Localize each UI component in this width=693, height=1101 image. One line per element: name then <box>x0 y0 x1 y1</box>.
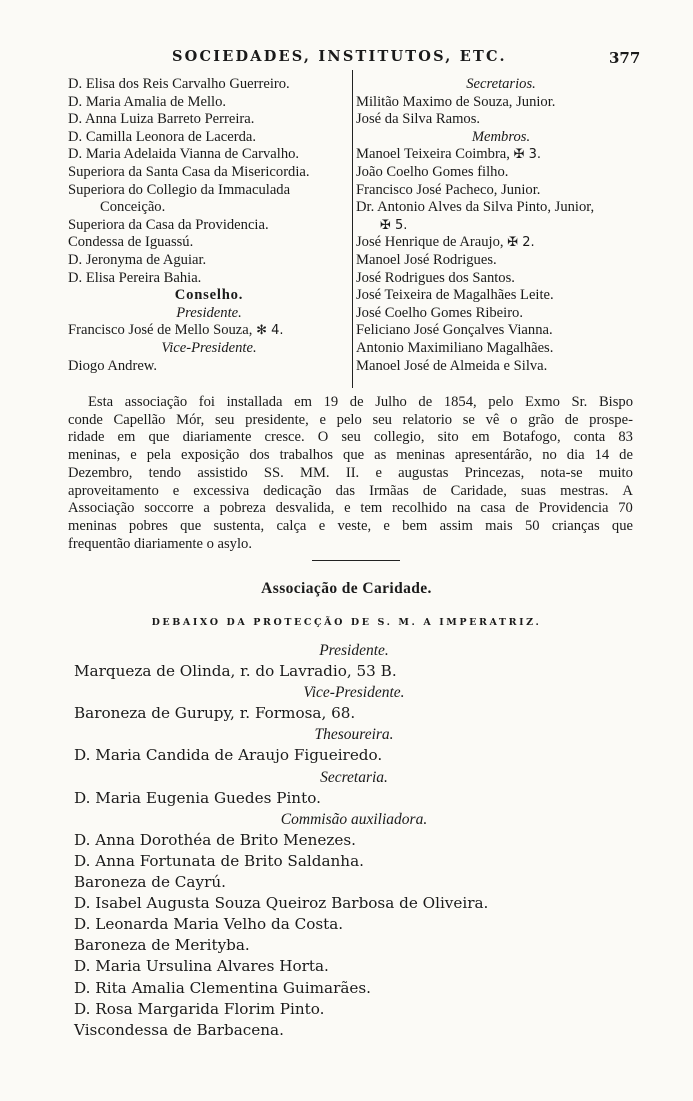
word: conde <box>68 411 103 428</box>
word: meninas <box>68 517 117 534</box>
word: 14 <box>594 447 610 464</box>
word: as <box>374 447 387 464</box>
right-column <box>356 76 646 375</box>
committee-member: D. Isabel Augusta Souza Queiroz Barbosa de Oliveira. <box>74 894 489 913</box>
committee-member: D. Maria Ursulina Alvares Horta. <box>74 957 329 976</box>
word: vê <box>485 411 500 428</box>
role-heading: Commisão auxiliadora. <box>280 810 428 828</box>
officer-name: Baroneza de Gurupy, r. Formosa, 68. <box>74 704 356 723</box>
member-line <box>356 358 646 376</box>
word: exposição <box>181 447 240 464</box>
committee-member: D. Rosa Margarida Florim Pinto. <box>74 999 325 1018</box>
left-name: D. Camilla Leonora de Lacerda. <box>68 128 257 145</box>
word: que <box>180 517 202 534</box>
word: que <box>611 517 633 534</box>
officers-list <box>74 640 634 1041</box>
word: dia <box>566 447 585 464</box>
member-name: João Coelho Gomes filho. <box>356 163 509 180</box>
word: em <box>294 394 312 410</box>
member-name: José Henrique de Araujo, <box>356 234 504 251</box>
word: o <box>510 411 518 428</box>
cross-decoration-icon: ✠ 5. <box>380 217 408 233</box>
committee-member: D. Rita Amalia Clementina Guimarães. <box>74 978 372 997</box>
cross-decoration-icon: ✠ 2. <box>507 235 535 251</box>
word: sustenta, <box>213 517 265 534</box>
paragraph-line <box>68 447 633 465</box>
paragraph-line: frequentão diariamente o asylo. <box>68 535 252 552</box>
president-name: Francisco José de Mello Souza, <box>68 322 253 339</box>
word: recolhido <box>391 500 448 517</box>
word: pelo <box>336 411 362 428</box>
word: e <box>344 500 351 517</box>
word: Bispo <box>598 394 633 410</box>
member-name: José Rodrigues dos Santos. <box>356 269 515 286</box>
committee-member: Baroneza de Cayrú. <box>74 873 226 892</box>
section-subtitle: DEBAIXO DA PROTECÇÃO DE S. M. A IMPERATRIZ. <box>151 617 542 628</box>
word: assim <box>439 517 473 534</box>
word: tendo <box>148 464 182 481</box>
word: pobreza <box>219 500 266 517</box>
word: O <box>317 429 329 446</box>
word: Caridade, <box>450 482 507 499</box>
word: collegio, <box>373 429 425 446</box>
paragraph-line <box>68 412 633 430</box>
word: tem <box>360 500 383 517</box>
word: calça <box>276 517 307 534</box>
word: associação <box>124 394 188 410</box>
word: mestras. <box>560 482 609 499</box>
paragraph-line <box>68 483 633 501</box>
word: assistido <box>197 464 248 481</box>
member-line <box>356 252 646 270</box>
word: que <box>343 447 365 464</box>
word: das <box>335 482 356 499</box>
section-divider <box>312 560 400 561</box>
left-name: D. Anna Luiza Barreto Perreira. <box>68 111 255 128</box>
word: Mór, <box>176 411 205 428</box>
word: II. <box>345 464 360 481</box>
word: muito <box>598 464 633 481</box>
committee-member: D. Anna Dorothéa de Brito Menezes. <box>74 830 356 849</box>
word: soccorre <box>144 500 194 517</box>
member-line <box>356 270 646 288</box>
word: ridade <box>68 429 105 446</box>
word: 1854, <box>443 394 477 410</box>
paragraph-line <box>68 465 633 483</box>
left-name: Superiora da Casa da Providencia. <box>68 216 269 233</box>
left-name: Conceição. <box>100 199 166 216</box>
left-name: D. Maria Amalia de Mello. <box>68 93 227 110</box>
vice-president-heading: Vice-Presidente. <box>161 339 257 356</box>
member-line <box>356 164 646 182</box>
left-name: D. Elisa Pereira Bahia. <box>68 269 202 286</box>
word: meninas <box>396 447 445 464</box>
member-line <box>356 146 646 164</box>
word: e <box>318 517 326 534</box>
word: Botafogo, <box>502 429 561 446</box>
word: Julho <box>375 394 407 410</box>
word: grão <box>528 411 554 428</box>
member-name: Feliciano José Gonçalves Vianna. <box>356 322 553 339</box>
description-paragraph <box>68 394 633 553</box>
word: Irmãas <box>369 482 409 499</box>
conselho-heading: Conselho. <box>174 287 244 304</box>
word: Esta <box>88 394 114 410</box>
word: em <box>471 429 490 446</box>
committee-member: D. Leonarda Maria Velho da Costa. <box>74 915 344 934</box>
paragraph-line <box>68 518 633 536</box>
secretaries-heading: Secretarios. <box>466 76 536 92</box>
role-heading: Vice-Presidente. <box>303 684 405 702</box>
word: desvalida, <box>275 500 335 517</box>
section-title: Associação de Caridade. <box>261 580 432 597</box>
member-name: Manoel José de Almeida e Silva. <box>356 357 548 374</box>
word: Capellão <box>113 411 166 428</box>
role-heading: Thesoureira. <box>314 726 394 744</box>
member-name: Francisco José Pacheco, Junior. <box>356 181 541 198</box>
word: e <box>319 411 326 428</box>
word: 50 <box>524 517 540 534</box>
member-line <box>356 322 646 340</box>
paragraph-line <box>68 429 633 447</box>
word: Princezas, <box>464 464 525 481</box>
word: seu <box>215 411 235 428</box>
member-name: José Teixeira de Magalhães Leite. <box>356 287 554 304</box>
member-name: Dr. Antonio Alves da Silva Pinto, Junior, <box>356 199 595 216</box>
secretary-name: José da Silva Ramos. <box>356 111 481 128</box>
word: se <box>462 411 475 428</box>
word: Dezembro, <box>68 464 133 481</box>
running-header-title: SOCIEDADES, INSTITUTOS, ETC. <box>172 48 507 65</box>
word: relatorio <box>402 411 453 428</box>
member-line <box>356 340 646 358</box>
left-name: Condessa de Iguassú. <box>68 234 194 251</box>
member-line <box>356 234 646 252</box>
member-line <box>356 217 646 235</box>
word: bem <box>402 517 428 534</box>
committee-member: D. Anna Fortunata de Brito Saldanha. <box>74 851 364 870</box>
word: de <box>349 394 364 410</box>
word: e <box>375 464 382 481</box>
word: de <box>422 482 437 499</box>
member-name: Antonio Maximiliano Magalhães. <box>356 339 554 356</box>
role-heading: Presidente. <box>319 642 389 659</box>
word: Exmo <box>525 394 560 410</box>
word: augustas <box>398 464 449 481</box>
member-name: Manoel José Rodrigues. <box>356 251 497 268</box>
word: suas <box>520 482 547 499</box>
left-name: D. Elisa dos Reis Carvalho Guerreiro. <box>68 76 290 92</box>
word: A <box>622 482 633 499</box>
word: diariamente <box>182 429 252 446</box>
word: prospe- <box>589 411 633 428</box>
word: no <box>542 447 557 464</box>
word: MM. <box>299 464 330 481</box>
word: seu <box>341 429 361 446</box>
officer-name: D. Maria Candida de Araujo Figueiredo. <box>74 746 383 765</box>
word: aproveitamento <box>68 482 159 499</box>
member-name: José Coelho Gomes Ribeiro. <box>356 304 524 321</box>
word: e <box>383 517 390 534</box>
committee-member: Baroneza de Merityba. <box>74 936 250 955</box>
word: cresce. <box>264 429 305 446</box>
column-divider <box>352 70 353 388</box>
left-name: Superiora do Collegio da Immaculada <box>68 181 291 198</box>
word: apresentárão, <box>454 447 533 464</box>
word: presidente, <box>245 411 309 428</box>
word: Providencia <box>538 500 609 517</box>
paragraph-line <box>68 394 633 412</box>
page-number: 377 <box>609 49 641 67</box>
member-line <box>356 287 646 305</box>
member-name: Manoel Teixeira Coimbra, <box>356 146 510 163</box>
president-heading: Presidente. <box>176 304 242 321</box>
word: trabalhos <box>279 447 334 464</box>
word: Associação <box>68 500 135 517</box>
word: de <box>619 447 633 464</box>
word: de <box>418 394 433 410</box>
word: pelo <box>488 394 514 410</box>
word: nota-se <box>540 464 583 481</box>
word: seu <box>372 411 392 428</box>
word: veste, <box>337 517 372 534</box>
secretary-name: Militão Maximo de Souza, Junior. <box>356 93 556 110</box>
decoration-icon: ✻ 4. <box>256 323 284 339</box>
word: foi <box>198 394 215 410</box>
word: installada <box>226 394 283 410</box>
word: que <box>148 429 170 446</box>
word: sito <box>437 429 459 446</box>
role-heading: Secretaria. <box>320 768 388 786</box>
officer-name: Marqueza de Olinda, r. do Lavradio, 53 B. <box>74 662 397 681</box>
president-line <box>68 322 350 340</box>
word: em <box>117 429 136 446</box>
word: SS. <box>263 464 284 481</box>
word: e <box>130 447 137 464</box>
left-name: D. Jeronyma de Aguiar. <box>68 251 207 268</box>
word: 19 <box>323 394 339 410</box>
left-column <box>68 76 350 375</box>
member-line <box>356 199 646 217</box>
word: a <box>203 500 210 517</box>
word: na <box>456 500 471 517</box>
left-name: D. Maria Adelaida Vianna de Carvalho. <box>68 146 300 163</box>
officer-name: D. Maria Eugenia Guedes Pinto. <box>74 788 321 807</box>
word: casa <box>480 500 506 517</box>
cross-decoration-icon: ✠ 3. <box>513 147 542 163</box>
word: e <box>172 482 180 499</box>
committee-member: Viscondessa de Barbacena. <box>74 1020 284 1039</box>
word: meninas, <box>68 447 121 464</box>
member-line <box>356 182 646 200</box>
word: pobres <box>128 517 168 534</box>
word: pela <box>146 447 172 464</box>
vice-president-name: Diogo Andrew. <box>68 357 158 374</box>
member-line <box>356 305 646 323</box>
word: 70 <box>618 500 633 517</box>
word: dos <box>249 447 270 464</box>
word: Sr. <box>571 394 588 410</box>
word: 83 <box>618 429 633 446</box>
word: de <box>515 500 530 517</box>
left-name: Superiora da Santa Casa da Misericordia. <box>68 163 310 180</box>
word: crianças <box>551 517 600 534</box>
paragraph-line <box>68 500 633 518</box>
word: dedicação <box>263 482 322 499</box>
word: conta <box>573 429 606 446</box>
members-heading: Membros. <box>471 128 531 145</box>
word: mais <box>485 517 513 534</box>
word: de <box>564 411 579 428</box>
word: excessiva <box>193 482 250 499</box>
